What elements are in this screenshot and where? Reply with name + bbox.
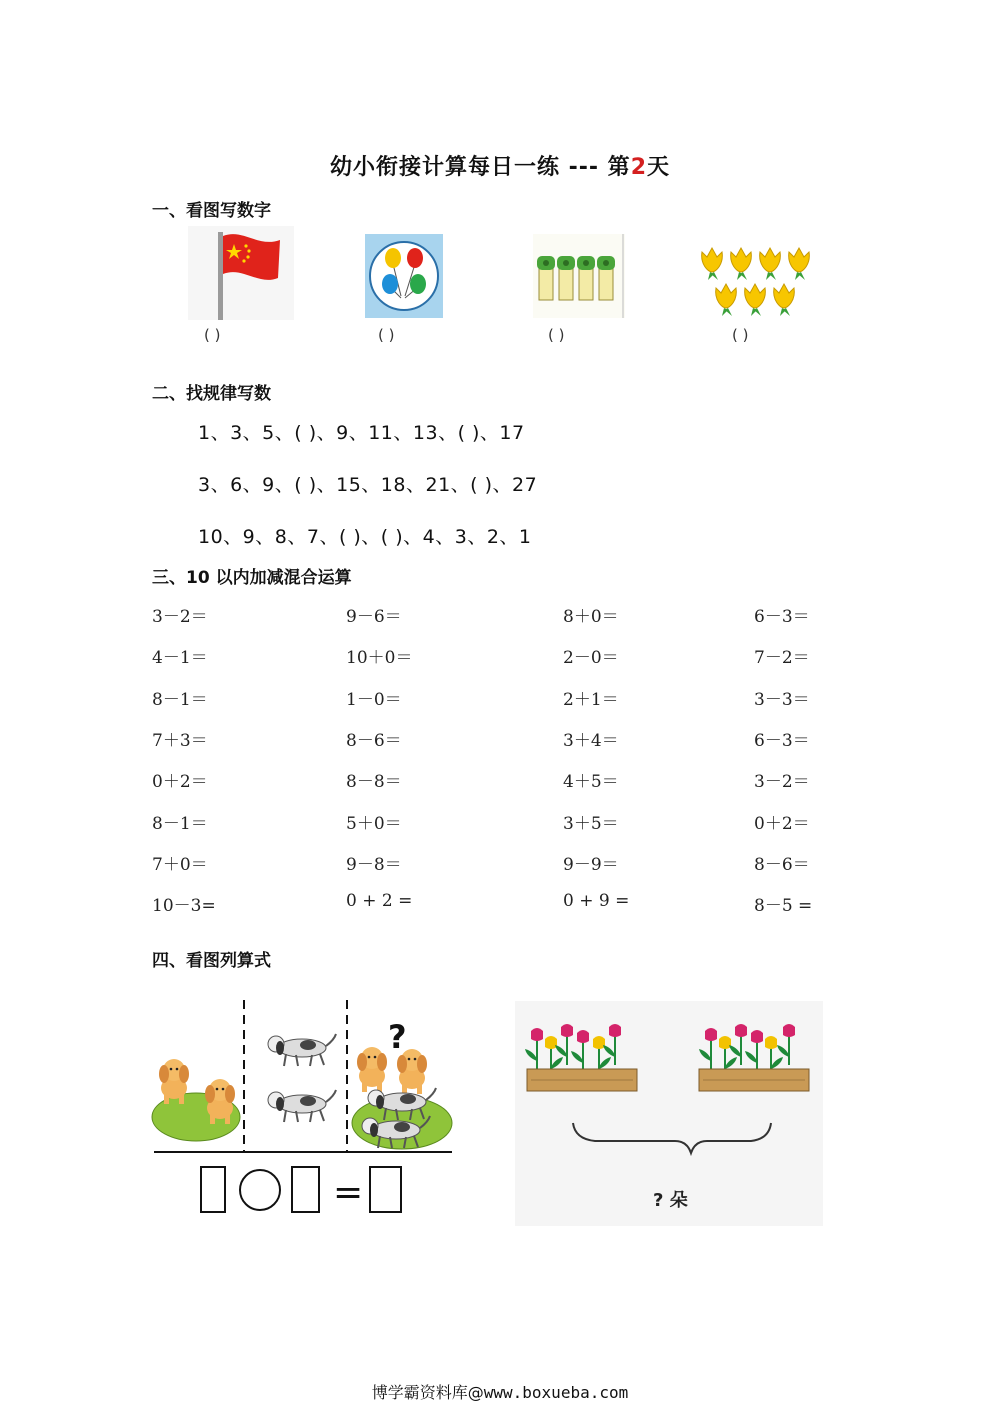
equation-r6-c1: 8－1＝: [152, 814, 208, 834]
answer-box-1[interactable]: [201, 1167, 225, 1212]
question-mark: ?: [388, 1018, 407, 1056]
equation-r3-c3: 2＋1＝: [563, 690, 619, 710]
footer-url[interactable]: www.boxueba.com: [483, 1383, 629, 1402]
equation-r3-c2: 1－0＝: [346, 690, 402, 710]
equation-r4-c3: 3＋4＝: [563, 731, 619, 751]
picture-flag: [188, 226, 294, 320]
picture-tulips: [696, 244, 816, 320]
equation-r3-c1: 8－1＝: [152, 690, 208, 710]
equal-sign: =: [333, 1172, 364, 1213]
equation-r1-c4: 6－3＝: [754, 607, 810, 627]
equation-r2-c2: 10＋0＝: [346, 648, 413, 668]
section1-heading: 一、看图写数字: [152, 201, 271, 221]
picture-flower-pots: [515, 1001, 823, 1226]
title-day-number: 2: [630, 155, 647, 180]
section2-heading: 二、找规律写数: [152, 384, 271, 404]
sequence-row-1: 1、3、5、( )、9、11、13、( )、17: [198, 422, 525, 444]
title-text: 幼小衔接计算每日一练 --- 第: [329, 155, 631, 180]
section4-heading: 四、看图列算式: [152, 951, 271, 971]
equation-r5-c1: 0＋2＝: [152, 772, 208, 792]
picture-balloons: [365, 234, 443, 318]
equation-r5-c3: 4＋5＝: [563, 772, 619, 792]
answer-blank-tulips[interactable]: ( ): [732, 326, 749, 344]
equation-r6-c4: 0＋2＝: [754, 814, 810, 834]
operator-circle[interactable]: [240, 1170, 280, 1210]
flowers-question-label: ? 朵: [653, 1190, 688, 1211]
equation-r1-c3: 8＋0＝: [563, 607, 619, 627]
answer-box-3[interactable]: [370, 1167, 401, 1212]
equation-r8-c3: 0 + 9 =: [563, 891, 630, 911]
picture-bottles: [533, 234, 625, 318]
equation-r7-c1: 7＋0＝: [152, 855, 208, 875]
equation-r7-c2: 9－8＝: [346, 855, 402, 875]
answer-blank-balloons[interactable]: ( ): [378, 326, 395, 344]
equation-r8-c4: 8－5 =: [754, 896, 813, 916]
flag-pole: [218, 232, 223, 320]
equation-r6-c2: 5＋0＝: [346, 814, 402, 834]
equation-r5-c2: 8－8＝: [346, 772, 402, 792]
page-title: [0, 150, 1000, 181]
equation-r2-c1: 4－1＝: [152, 648, 208, 668]
title-suffix: 天: [647, 155, 671, 180]
answer-blank-bottles[interactable]: ( ): [548, 326, 565, 344]
sequence-row-3: 10、9、8、7、( )、( )、4、3、2、1: [198, 526, 532, 548]
equation-r7-c3: 9－9＝: [563, 855, 619, 875]
section3-heading: 三、10 以内加减混合运算: [152, 568, 352, 588]
equation-r8-c2: 0 + 2 =: [346, 891, 413, 911]
equation-r4-c2: 8－6＝: [346, 731, 402, 751]
sequence-row-2: 3、6、9、( )、15、18、21、( )、27: [198, 474, 538, 496]
tulip-icon: [702, 248, 810, 316]
equation-r1-c1: 3－2＝: [152, 607, 208, 627]
equation-r6-c3: 3＋5＝: [563, 814, 619, 834]
equation-r2-c3: 2－0＝: [563, 648, 619, 668]
answer-box-2[interactable]: [292, 1167, 319, 1212]
picture-dogs: [150, 1000, 456, 1222]
footer: [0, 1380, 1000, 1403]
equation-r1-c2: 9－6＝: [346, 607, 402, 627]
equation-r4-c1: 7＋3＝: [152, 731, 208, 751]
equation-r5-c4: 3－2＝: [754, 772, 810, 792]
footer-cn: 博学霸资料库@: [371, 1383, 484, 1402]
equation-r7-c4: 8－6＝: [754, 855, 810, 875]
equation-r4-c4: 6－3＝: [754, 731, 810, 751]
equation-r2-c4: 7－2＝: [754, 648, 810, 668]
equation-r3-c4: 3－3＝: [754, 690, 810, 710]
answer-blank-flag[interactable]: ( ): [204, 326, 221, 344]
equation-r8-c1: 10－3=: [152, 896, 216, 916]
